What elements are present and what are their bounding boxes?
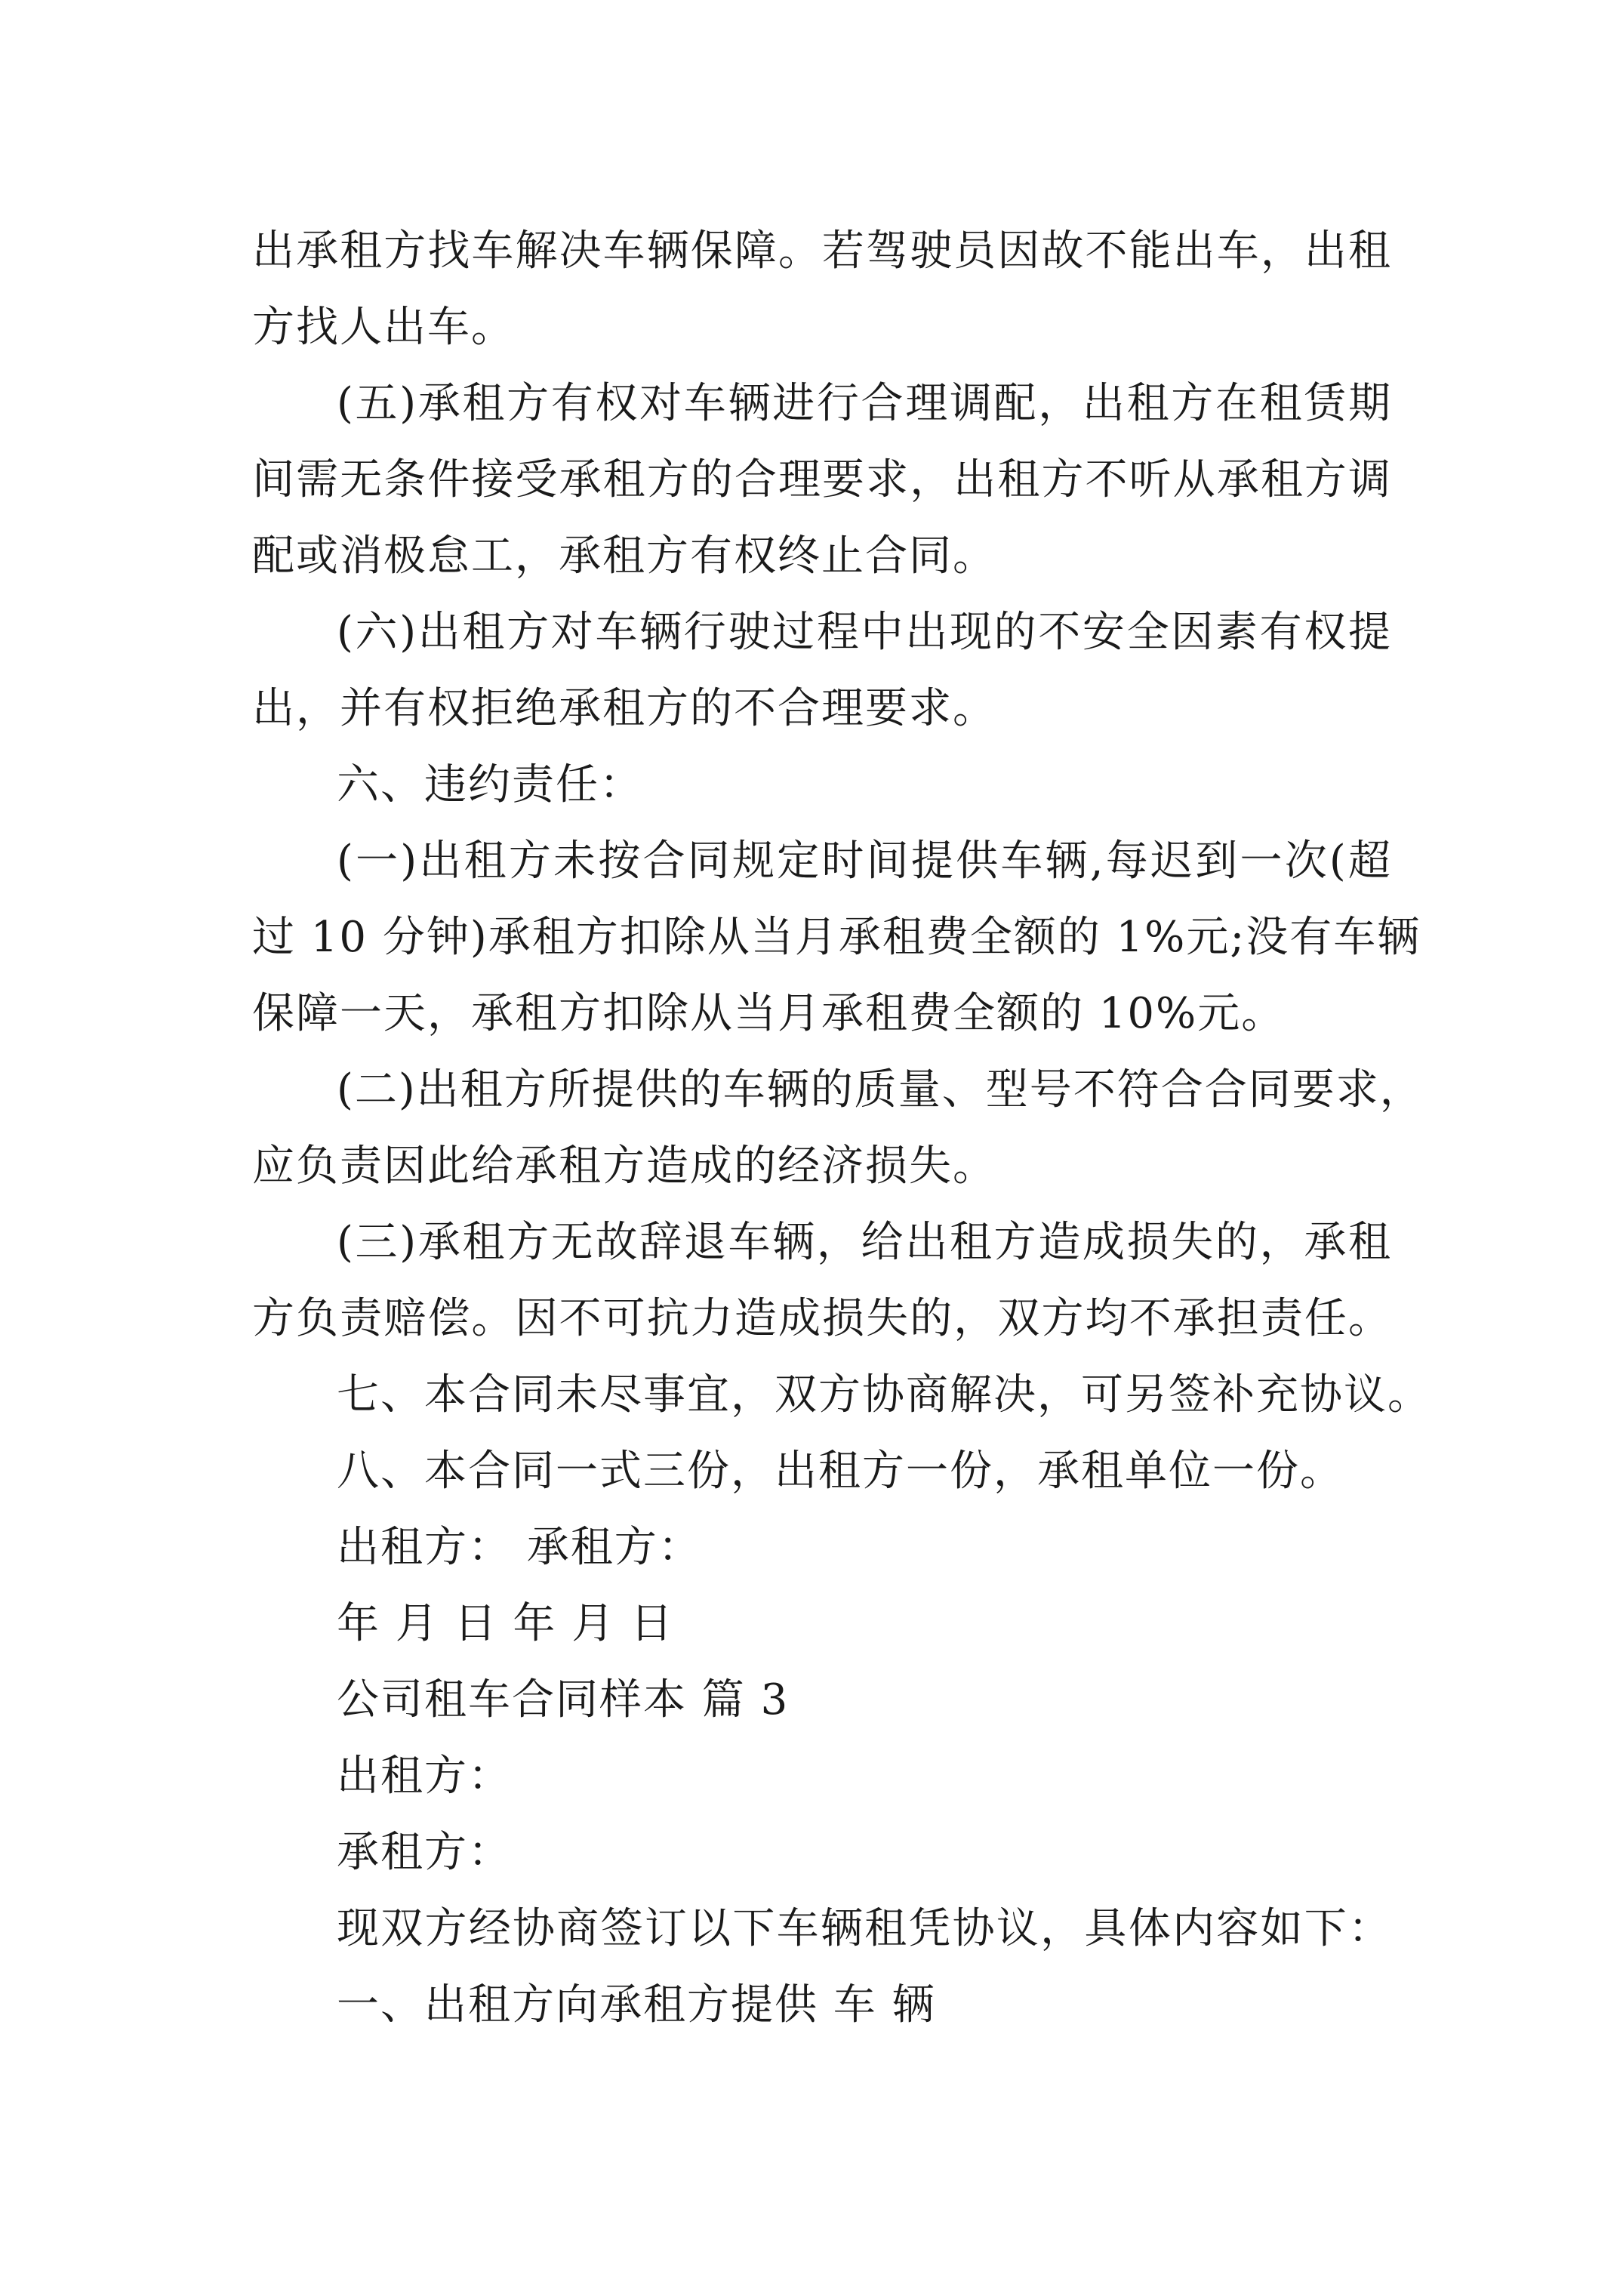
section-heading: 六、违约责任： [337, 760, 643, 809]
text-line: 现双方经协商签订以下车辆租凭协议，具体内容如下： [337, 1904, 1392, 1953]
text-line: 应负责因此给承租方造成的经济损失。 [252, 1142, 996, 1191]
text-line: (一)出租方未按合同规定时间提供车辆,每迟到一次(超 [337, 837, 1392, 886]
signature-line: 出租方： 承租方： [337, 1523, 702, 1572]
text-line: 八、本合同一式三份，出租方一份，承租单位一份。 [337, 1447, 1344, 1496]
text-line: (二)出租方所提供的车辆的质量、型号不符合合同要求， [337, 1065, 1424, 1114]
date-line: 年 月 日 年 月 日 [337, 1599, 675, 1648]
text-line: 方负责赔偿。因不可抗力造成损失的，双方均不承担责任。 [252, 1294, 1392, 1343]
text-line: (五)承租方有权对车辆进行合理调配，出租方在租赁期 [337, 379, 1392, 428]
text-line: 配或消极怠工，承租方有权终止合同。 [252, 532, 996, 581]
text-line: (六)出租方对车辆行驶过程中出现的不安全因素有权提 [337, 608, 1392, 657]
text-line: 出，并有权拒绝承租方的不合理要求。 [252, 684, 996, 733]
party-line: 出租方： [337, 1752, 512, 1801]
text-line: 保障一天，承租方扣除从当月承租费全额的 10%元。 [252, 989, 1286, 1038]
text-line: 一、出租方向承租方提供 车 辆 [337, 1980, 936, 2029]
party-line: 承租方： [337, 1828, 512, 1877]
text-line: 间需无条件接受承租方的合理要求，出租方不听从承租方调 [252, 455, 1392, 504]
section-title: 公司租车合同样本 篇 3 [337, 1675, 790, 1724]
text-line: 方找人出车。 [252, 303, 515, 352]
text-line: 出承租方找车解决车辆保障。若驾驶员因故不能出车，出租 [252, 227, 1392, 276]
text-line: 七、本合同未尽事宜，双方协商解决，可另签补充协议。 [337, 1370, 1431, 1419]
document-body [252, 213, 1431, 2043]
text-line: (三)承租方无故辞退车辆，给出租方造成损失的，承租 [337, 1218, 1392, 1267]
text-line: 过 10 分钟)承租方扣除从当月承租费全额的 1%元;没有车辆 [252, 913, 1421, 962]
